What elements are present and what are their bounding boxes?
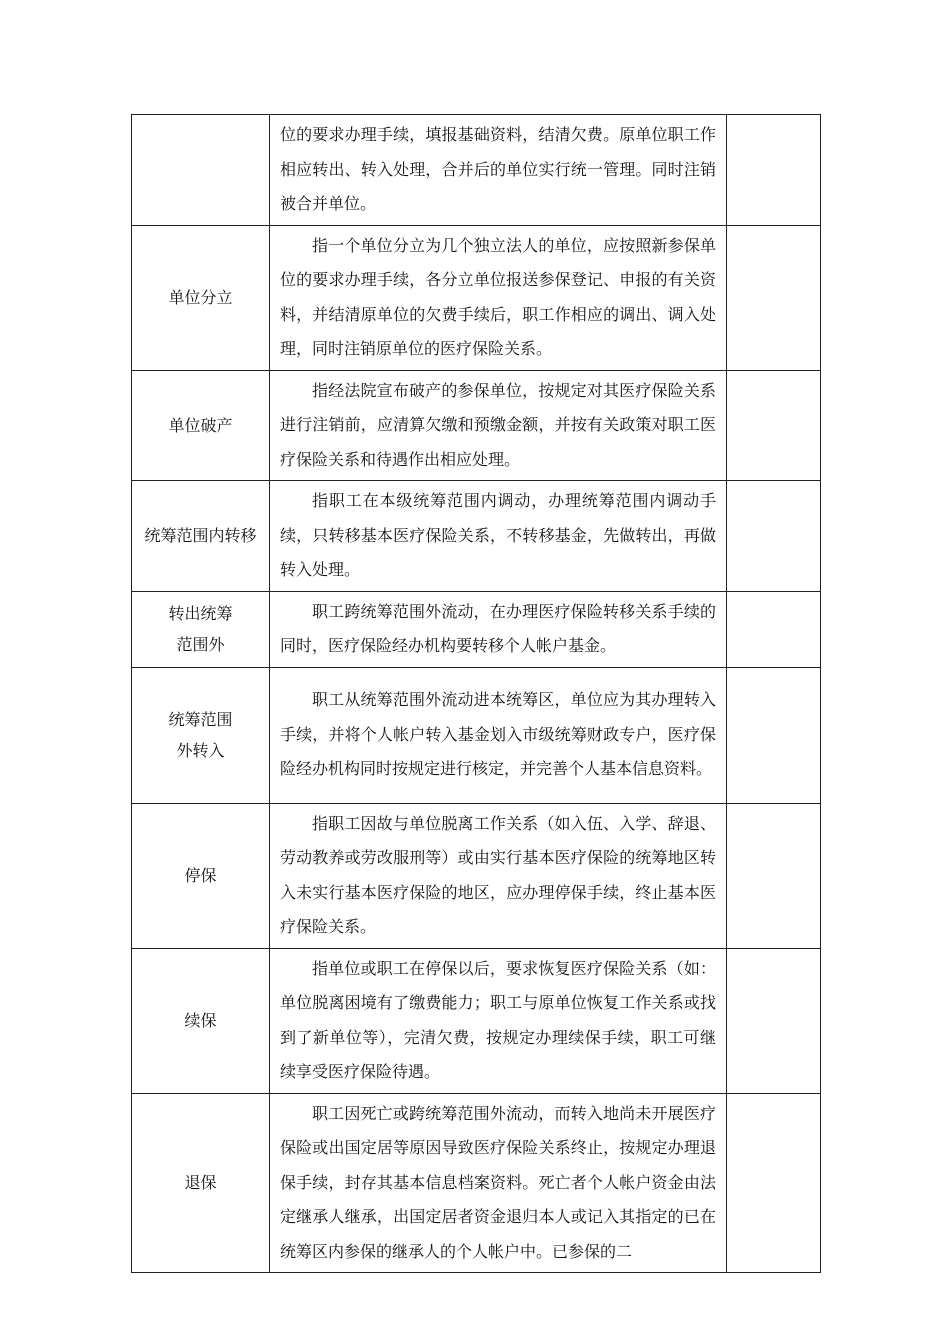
table-row (132, 481, 821, 592)
term-cell: 退保 (132, 1093, 270, 1273)
note-cell (727, 481, 821, 592)
note-cell (727, 667, 821, 803)
table-row (132, 225, 821, 370)
description-cell: 职工因死亡或跨统筹范围外流动，而转入地尚未开展医疗保险或出国定居等原因导致医疗保险关系终止，按规定办理退保手续，封存其基本信息档案资料。死亡者个人帐户资金由法定继承人继承，出国定居者资金退归本人或记入其指定的已在统筹区内参保的继承人的个人帐户中。已参保的二 (270, 1093, 727, 1273)
table-row (132, 948, 821, 1093)
note-cell (727, 803, 821, 948)
table-row (132, 115, 821, 226)
term-cell: 单位分立 (132, 225, 270, 370)
note-cell (727, 115, 821, 226)
table-row (132, 591, 821, 667)
term-line: 范围外 (176, 635, 225, 654)
term-cell: 停保 (132, 803, 270, 948)
description-cell: 职工从统筹范围外流动进本统筹区，单位应为其办理转入手续，并将个人帐户转入基金划入市级统筹财政专户，医疗保险经办机构同时按规定进行核定，并完善个人基本信息资料。 (270, 667, 727, 803)
term-cell: 统筹范围内转移 (132, 481, 270, 592)
description-cell: 位的要求办理手续，填报基础资料，结清欠费。原单位职工作相应转出、转入处理，合并后的单位实行统一管理。同时注销被合并单位。 (270, 115, 727, 226)
note-cell (727, 370, 821, 481)
note-cell (727, 225, 821, 370)
note-cell (727, 948, 821, 1093)
description-cell: 指职工在本级统筹范围内调动，办理统筹范围内调动手续，只转移基本医疗保险关系，不转移基金，先做转出，再做转入处理。 (270, 481, 727, 592)
note-cell (727, 591, 821, 667)
description-cell: 指经法院宣布破产的参保单位，按规定对其医疗保险关系进行注销前，应清算欠缴和预缴金额，并按有关政策对职工医疗保险关系和待遇作出相应处理。 (270, 370, 727, 481)
term-cell (132, 667, 270, 803)
description-cell: 指职工因故与单位脱离工作关系（如入伍、入学、辞退、劳动教养或劳改服刑等）或由实行基本医疗保险的统筹地区转入未实行基本医疗保险的地区，应办理停保手续，终止基本医疗保险关系。 (270, 803, 727, 948)
term-cell: 续保 (132, 948, 270, 1093)
table-row (132, 667, 821, 803)
description-cell: 指单位或职工在停保以后，要求恢复医疗保险关系（如：单位脱离困境有了缴费能力；职工与原单位恢复工作关系或找到了新单位等），完清欠费，按规定办理续保手续，职工可继续享受医疗保险待遇。 (270, 948, 727, 1093)
term-cell: 单位破产 (132, 370, 270, 481)
policy-table (131, 114, 821, 1273)
term-line: 统筹范围 (168, 710, 233, 729)
term-cell (132, 591, 270, 667)
description-cell: 指一个单位分立为几个独立法人的单位，应按照新参保单位的要求办理手续，各分立单位报送参保登记、申报的有关资料，并结清原单位的欠费手续后，职工作相应的调出、调入处理，同时注销原单位的医疗保险关系。 (270, 225, 727, 370)
table-row (132, 803, 821, 948)
table-row (132, 370, 821, 481)
term-cell (132, 115, 270, 226)
table-row (132, 1093, 821, 1273)
description-cell: 职工跨统筹范围外流动，在办理医疗保险转移关系手续的同时，医疗保险经办机构要转移个人帐户基金。 (270, 591, 727, 667)
note-cell (727, 1093, 821, 1273)
term-line: 外转入 (176, 741, 225, 760)
term-line: 转出统筹 (168, 604, 233, 623)
